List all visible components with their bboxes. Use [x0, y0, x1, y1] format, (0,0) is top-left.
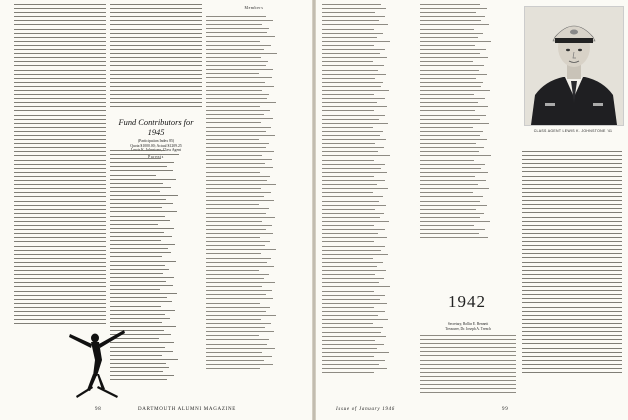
class-year-1942: 1942 — [448, 292, 486, 311]
portrait-illustration — [525, 7, 623, 125]
parents-heading: Parents — [148, 154, 164, 159]
secretary-line-1: Secretary, Rollin E. Bennett — [447, 322, 489, 326]
right-column-1-members — [322, 4, 414, 400]
members-list-continued — [322, 4, 414, 377]
members-list-final — [420, 4, 516, 241]
class-1942-news-text — [420, 335, 516, 396]
right-column-2 — [420, 4, 516, 400]
right-page — [316, 0, 628, 420]
column-2-top-text — [110, 4, 202, 110]
column-6-text — [522, 151, 622, 376]
issue-label: Issue of January 1946 — [336, 407, 395, 412]
class-agent-photo — [524, 6, 624, 126]
quota-detail: Quota $1000.00; Actual $1209.25 — [130, 143, 182, 148]
class-agent-line: Lewis K. Johnstone, Class Agent — [130, 148, 182, 153]
left-column-3-members — [206, 4, 302, 404]
left-page — [0, 0, 312, 420]
fund-contributors-heading: Fund Contributors for 1945 — [118, 118, 194, 137]
right-page-number: 99 — [502, 407, 509, 412]
participation-index: (Participation Index 85) — [137, 139, 175, 143]
left-footer-title: DARTMOUTH ALUMNI MAGAZINE — [138, 407, 237, 412]
column-1-text-block — [14, 4, 106, 327]
photo-caption: CLASS AGENT LEWIS K. JOHNSTONE '41 — [533, 129, 613, 133]
members-list — [206, 16, 302, 372]
left-page-number: 98 — [95, 407, 102, 412]
ski-jumper-illustration — [62, 324, 132, 402]
secretary-line-2: Treasurer, Dr. Joseph A. Trench — [445, 327, 491, 331]
members-heading: Members — [244, 6, 264, 10]
